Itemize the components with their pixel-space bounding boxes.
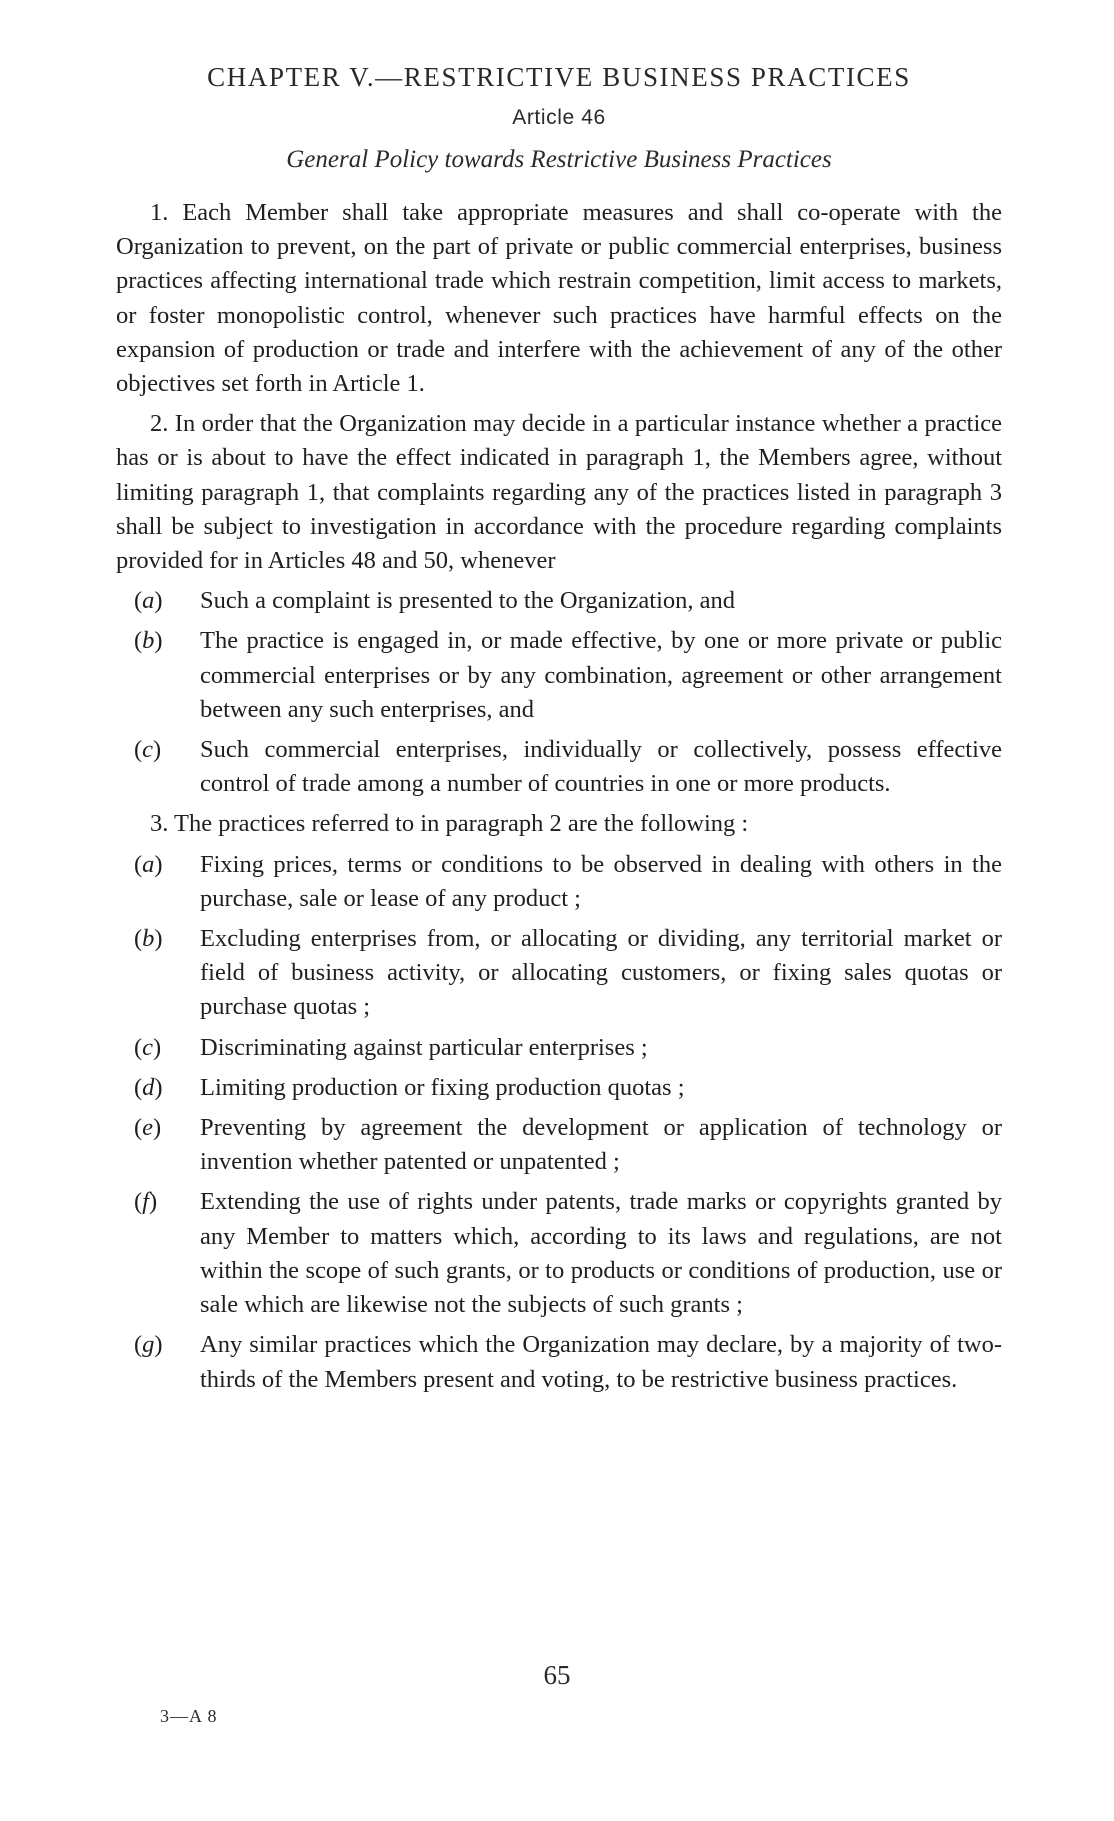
list-item [116, 1185, 1002, 1322]
chapter-title: CHAPTER V.—RESTRICTIVE BUSINESS PRACTICES [207, 62, 911, 92]
list-item-text: Any similar practices which the Organization may declare, by a majority of two-thirds of the Members present and voting, to be restrictive business practices. [200, 1331, 1002, 1393]
article-subtitle: General Policy towards Restrictive Business Practices [286, 146, 832, 173]
list-marker: (d) [134, 1073, 163, 1101]
list-item-text: Extending the use of rights under patents, trade marks or copyrights granted by any Member to matters which, according to its laws and regulations, are not within the scope of such grants, or to products or conditions of production, use or sale which are likewise not the subjects of such grants ; [200, 1188, 1002, 1319]
list-item [116, 733, 1002, 801]
list-item [116, 922, 1002, 1025]
list-marker: (a) [134, 587, 163, 615]
list-marker: (b) [134, 627, 163, 655]
article-body [116, 196, 1002, 1403]
paragraph-3: 3. The practices referred to in paragraph 2 are the following : [150, 810, 749, 838]
list-marker: (c) [134, 1033, 162, 1061]
paragraph-3-practices-list [116, 848, 1002, 1397]
list-item [116, 584, 1002, 618]
list-item-text: Discriminating against particular enterprises ; [200, 1033, 648, 1061]
list-item [116, 1031, 1002, 1065]
list-item-text: Such a complaint is presented to the Organization, and [200, 587, 736, 615]
paragraph-2-conditions-list [116, 584, 1002, 801]
page-number: 65 [543, 1660, 571, 1690]
list-item-text: Excluding enterprises from, or allocating or dividing, any territorial market or field of business activity, or allocating customers, or fixing sales quotas or purchase quotas ; [200, 925, 1002, 1021]
list-marker: (b) [134, 925, 163, 953]
list-marker: (a) [134, 850, 163, 878]
list-marker: (e) [134, 1114, 162, 1142]
list-item-text: Preventing by agreement the development or application of technology or invention whether patented or unpatented ; [200, 1114, 1002, 1176]
article-number: Article 46 [512, 106, 606, 129]
list-item [116, 624, 1002, 727]
list-item-text: Limiting production or fixing production quotas ; [200, 1073, 685, 1101]
list-marker: (g) [134, 1331, 163, 1359]
list-marker: (f) [134, 1188, 158, 1216]
list-item-text: Fixing prices, terms or conditions to be observed in dealing with others in the purchase, sale or lease of any product ; [200, 850, 1002, 912]
list-item [116, 1328, 1002, 1396]
printer-signature-mark: 3—A 8 [160, 1706, 218, 1726]
list-item [116, 848, 1002, 916]
list-marker: (c) [134, 736, 162, 764]
list-item-text: Such commercial enterprises, individually or collectively, possess effective control of trade among a number of countries in one or more products. [200, 736, 1002, 798]
paragraph-1: 1. Each Member shall take appropriate measures and shall co-operate with the Organization to prevent, on the part of private or public commercial enterprises, business practices affecting international trade which restrain competition, limit access to markets, or foster monopolistic control, whenever such practices have harmful effects on the expansion of production or trade and interfere with the achievement of any of the other objectives set forth in Article 1. [116, 199, 1002, 398]
list-item-text: The practice is engaged in, or made effective, by one or more private or public commercial enterprises or by any combination, agreement or other arrangement between any such enterprises, and [200, 627, 1002, 723]
list-item [116, 1111, 1002, 1179]
paragraph-2: 2. In order that the Organization may decide in a particular instance whether a practice has or is about to have the effect indicated in paragraph 1, the Members agree, without limiting paragraph 1, that complaints regarding any of the practices listed in paragraph 3 shall be subject to investigation in accordance with the procedure regarding complaints provided for in Articles 48 and 50, whenever [116, 410, 1002, 575]
list-item [116, 1071, 1002, 1105]
